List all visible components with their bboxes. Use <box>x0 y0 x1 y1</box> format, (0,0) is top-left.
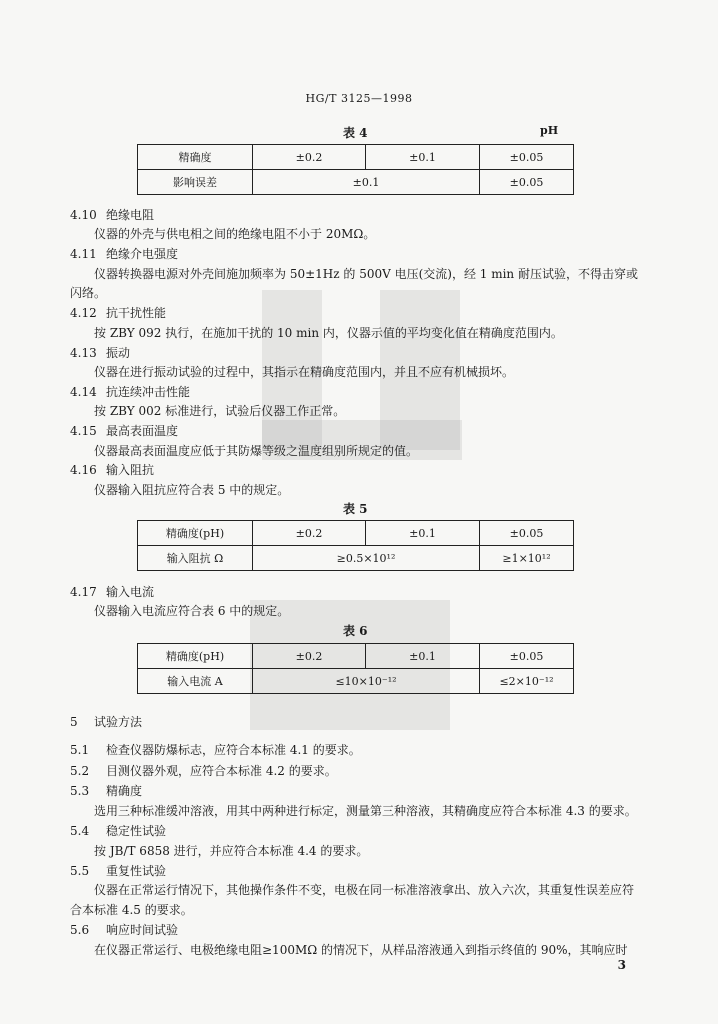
section-4-14-text: 按 ZBY 002 标准进行，试验后仪器工作正常。 <box>94 404 346 418</box>
section-4-13-text: 仪器在进行振动试验的过程中，其指示在精确度范围内，并且不应有机械损坏。 <box>94 365 515 379</box>
table-row <box>138 644 574 669</box>
table-cell: ±0.1 <box>366 644 480 669</box>
table-row <box>138 145 574 170</box>
section-5-5-heading: 5.5 重复性试验 <box>70 864 167 878</box>
table-cell: ±0.2 <box>253 521 366 546</box>
section-4-16-heading: 4.16 输入阻抗 <box>70 463 155 477</box>
section-4-12-text: 按 ZBY 092 执行，在施加干扰的 10 min 内，仪器示值的平均变化值在精确度范围内。 <box>94 326 563 340</box>
table-row <box>138 521 574 546</box>
table5 <box>137 520 574 571</box>
table4-caption: 表 4 <box>343 126 368 140</box>
section-5-3-text: 选用三种标准缓冲溶液，用其中两种进行标定，测量第三种溶液，其精确度应符合本标准 4.3 的要求。 <box>94 804 637 818</box>
table-cell: ±0.05 <box>480 644 574 669</box>
table-cell: 精确度 <box>138 145 253 170</box>
section-4-12-heading: 4.12 抗干扰性能 <box>70 306 167 320</box>
section-5-5-text: 仪器在正常运行情况下，其他操作条件不变，电极在同一标准溶液拿出、放入六次，其重复性误差应符 <box>94 883 635 897</box>
section-4-11-heading: 4.11 绝缘介电强度 <box>70 247 179 261</box>
table4-unit: pH <box>540 124 559 137</box>
section-4-14-heading: 4.14 抗连续冲击性能 <box>70 385 191 399</box>
table-cell: ±0.1 <box>366 521 480 546</box>
page-number: 3 <box>617 958 626 972</box>
table-cell: ≥0.5×10¹² <box>253 546 480 571</box>
table-cell: 精确度(pH) <box>138 644 253 669</box>
table-cell: ±0.1 <box>253 170 480 195</box>
section-4-10-text: 仪器的外壳与供电相之间的绝缘电阻不小于 20MΩ。 <box>94 227 376 241</box>
document-header: HG/T 3125—1998 <box>305 92 413 105</box>
table-cell: ±0.05 <box>480 145 574 170</box>
table-cell: 影响误差 <box>138 170 253 195</box>
table-cell: 输入电流 A <box>138 669 253 694</box>
table6-caption: 表 6 <box>343 624 368 638</box>
section-5-4-text: 按 JB/T 6858 进行，并应符合本标准 4.4 的要求。 <box>94 844 369 858</box>
table-cell: ±0.1 <box>366 145 480 170</box>
section-4-11-text: 仪器转换器电源对外壳间施加频率为 50±1Hz 的 500V 电压(交流)，经 1 min 耐压试验，不得击穿或 <box>94 267 638 281</box>
section-4-15-heading: 4.15 最高表面温度 <box>70 424 179 438</box>
table-cell: 精确度(pH) <box>138 521 253 546</box>
section-5-6-text: 在仪器正常运行、电极绝缘电阻≥100MΩ 的情况下，从样品溶液通入到指示终值的 90%，其响应时 <box>94 943 628 957</box>
table6 <box>137 643 574 694</box>
table-cell: 输入阻抗 Ω <box>138 546 253 571</box>
table-cell: ±0.05 <box>480 521 574 546</box>
table-cell: ≤2×10⁻¹² <box>480 669 574 694</box>
section-5-5-text-cont: 合本标准 4.5 的要求。 <box>70 903 193 917</box>
table4 <box>137 144 574 195</box>
section-4-17-text: 仪器输入电流应符合表 6 中的规定。 <box>94 604 290 618</box>
section-5-2: 5.2 目测仪器外观，应符合本标准 4.2 的要求。 <box>70 764 337 778</box>
section-5-6-heading: 5.6 响应时间试验 <box>70 923 179 937</box>
table-cell: ±0.05 <box>480 170 574 195</box>
section-5-4-heading: 5.4 稳定性试验 <box>70 824 167 838</box>
table-row <box>138 170 574 195</box>
section-5-3-heading: 5.3 精确度 <box>70 784 143 798</box>
section-4-16-text: 仪器输入阻抗应符合表 5 中的规定。 <box>94 483 290 497</box>
table5-caption: 表 5 <box>343 502 368 516</box>
table-row <box>138 546 574 571</box>
section-5-heading: 5 试验方法 <box>70 715 143 729</box>
section-4-11-text-cont: 闪络。 <box>70 286 107 300</box>
section-4-10-heading: 4.10 绝缘电阻 <box>70 208 155 222</box>
table-cell: ±0.2 <box>253 644 366 669</box>
table-row <box>138 669 574 694</box>
table-cell: ≤10×10⁻¹² <box>253 669 480 694</box>
section-4-13-heading: 4.13 振动 <box>70 346 131 360</box>
section-4-15-text: 仪器最高表面温度应低于其防爆等级之温度组别所规定的值。 <box>94 444 419 458</box>
section-5-1: 5.1 检查仪器防爆标志，应符合本标准 4.1 的要求。 <box>70 743 361 757</box>
table-cell: ≥1×10¹² <box>480 546 574 571</box>
table-cell: ±0.2 <box>253 145 366 170</box>
section-4-17-heading: 4.17 输入电流 <box>70 585 155 599</box>
